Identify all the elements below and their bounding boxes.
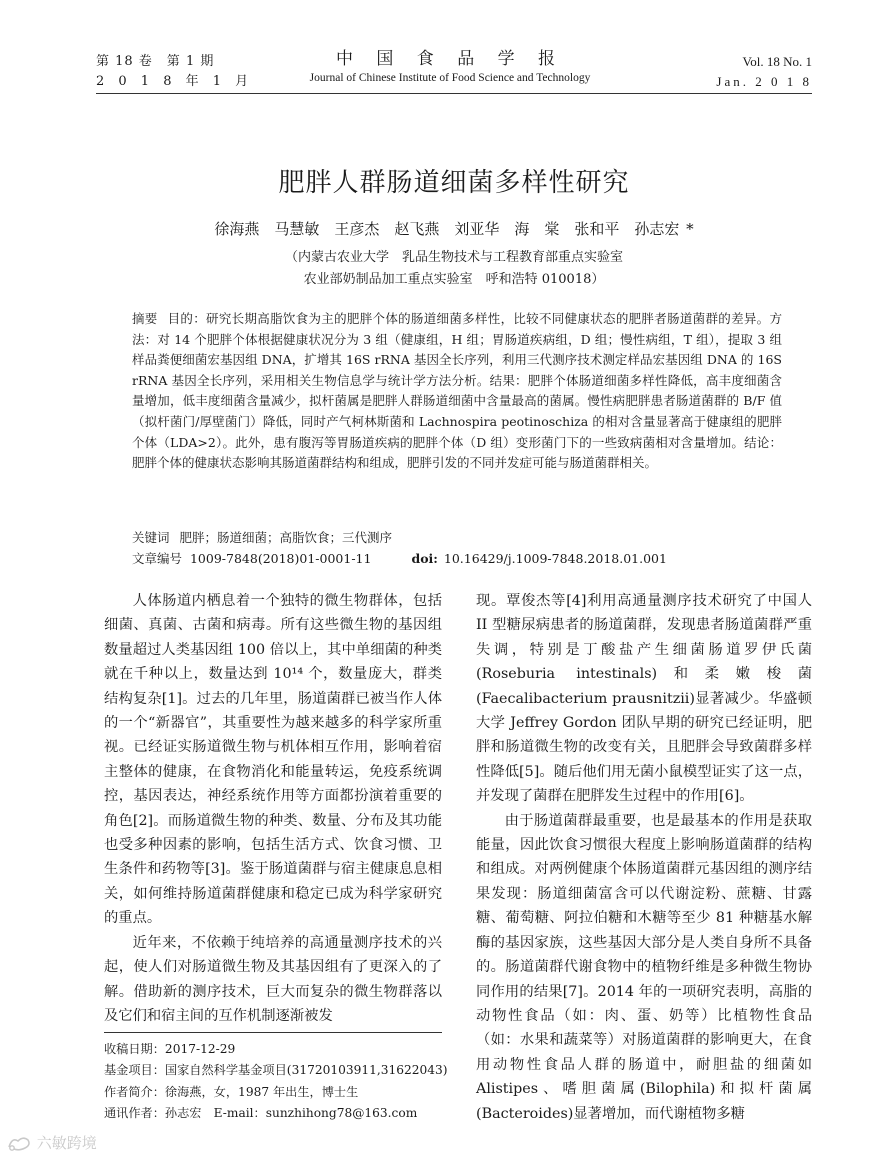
article-title: 肥胖人群肠道细菌多样性研究 — [278, 168, 630, 198]
volume-issue-cn: 第 18 卷 第 1 期 — [96, 54, 215, 69]
journal-name-cn: 中 国 食 品 学 报 — [335, 49, 565, 69]
keywords-label: 关键词 — [132, 530, 170, 545]
volume-issue-en: Vol. 18 No. 1 — [742, 54, 812, 69]
corresponding-author: 通讯作者：孙志宏 E-mail：sunzhihong78@163.com — [104, 1105, 418, 1120]
body-column-left — [104, 589, 442, 1028]
body-column-right — [476, 589, 812, 1126]
abstract-label: 摘要 — [132, 311, 158, 326]
doi-label: doi: — [411, 551, 438, 566]
watermark — [6, 1132, 97, 1153]
paragraph: 近年来，不依赖于纯培养的高通量测序技术的兴起，使人们对肠道微生物及其基因组有了更深入的了解。借助新的测序技术，巨大而复杂的微生物群落以及它们和宿主间的互作机制逐渐被发 — [104, 934, 442, 1024]
abstract-text: 目的：研究长期高脂饮食为主的肥胖个体的肠道细菌多样性，比较不同健康状态的肥胖者肠道菌群的差异。方法：对 14 个肥胖个体根据健康状况分为 3 组（健康组，H 组；胃肠道疾病组，D 组；慢性病组，T 组），提取 3 组样品粪便细菌宏基因组 DNA，扩增其 16S rRNA 基因全长序列，利用三代测序技术测定样品宏基因组 DNA 的 16S rRNA 基因全长序列，采用相关生物信息学与统计学方法分析。结果：肥胖个体肠道细菌多样性降低，高丰度细菌含量增加，低丰度细菌含量减少，拟杆菌属是肥胖人群肠道细菌中含量最高的菌属。慢性病肥胖患者肠道菌群的 B/F 值（拟杆菌门/厚壁菌门）降低，同时产气柯林斯菌和 Lachnospira peotinoschiza 的相对含量显著高于健康组的肥胖个体（LDA>2）。此外，患有腹泻等胃肠道疾病的肥胖个体（D 组）变形菌门下的一些致病菌相对含量增加。结论：肥胖个体的健康状态影响其肠道菌群结构和组成，肥胖引发的不同并发症可能与肠道菌群相关。 — [132, 311, 782, 471]
header-center — [290, 48, 610, 86]
footnote-rule — [104, 1032, 442, 1033]
date-cn: 2 0 1 8 年 1 月 — [96, 74, 254, 89]
affiliation-line-2: 农业部奶制品加工重点实验室 呼和浩特 010018） — [303, 272, 605, 287]
watermark-text: 六敏跨境 — [36, 1134, 97, 1152]
fund-info: 基金项目：国家自然科学基金项目(31720103911,31622043) — [104, 1063, 448, 1078]
journal-name-en: Journal of Chinese Institute of Food Science and Technology — [309, 72, 591, 84]
watermark-logo-icon — [6, 1135, 32, 1153]
article-info — [132, 549, 782, 569]
article-number-label: 文章编号 — [132, 551, 183, 566]
author-bio: 作者简介：徐海燕，女，1987 年出生，博士生 — [104, 1084, 359, 1099]
header-left — [96, 52, 253, 92]
date-en: Jan. 2 0 1 8 — [716, 74, 812, 89]
header-rule — [96, 93, 812, 94]
footnote — [104, 1039, 464, 1124]
paragraph: 由于肠道菌群最重要，也是最基本的作用是获取能量，因此饮食习惯很大程度上影响肠道菌群的结构和组成。对两例健康个体肠道菌群元基因组的测序结果发现：肠道细菌富含可以代谢淀粉、蔗糖、甘露糖、葡萄糖、阿拉伯糖和木糖等至少 81 种糖基水解酶的基因家族，这些基因大部分是人类自身所不具备的。肠道菌群代谢食物中的植物纤维是多种微生物协同作用的结果[7]。2014 年的一项研究表明，高脂的动物性食品（如：肉、蛋、奶等）比植物性食品（如：水果和蔬菜等）对肠道菌群的影响更大，在食用动物性食品人群的肠道中，耐胆盐的细菌如 Alistipes、嗜胆菌属(Bilophila)和拟杆菌属(Bacteroides)显著增加，而代谢植物多糖 — [476, 812, 812, 1122]
paragraph: 人体肠道内栖息着一个独特的微生物群体，包括细菌、真菌、古菌和病毒。所有这些微生物的基因组数量超过人类基因组 100 倍以上，其中单细菌的种类就在千种以上，数量达到 10¹⁴ 个，数量庞大，群类结构复杂[1]。过去的几年里，肠道菌群已被当作人体的一个“新器官”，其重要性为越来越多的科学家所重视。已经证实肠道微生物与机体相互作用，影响着宿主整体的健康，在食物消化和能量转运，免疫系统调控，基因表达，神经系统作用等方面都扮演着重要的角色[2]。而肠道微生物的种类、数量、分布及其功能也受多种因素的影响，包括生活方式、饮食习惯、卫生条件和药物等[3]。鉴于肠道菌群与宿主健康息息相关，如何维持肠道菌群健康和稳定已成为科学家研究的重点。 — [104, 593, 442, 927]
doi-value: 10.16429/j.1009-7848.2018.01.001 — [443, 551, 667, 566]
received-date: 收稿日期：2017-12-29 — [104, 1042, 236, 1056]
author-list: 徐海燕 马慧敏 王彦杰 赵飞燕 刘亚华 海 棠 张和平 孙志宏 * — [214, 220, 694, 238]
keywords — [132, 528, 782, 548]
header-right — [716, 52, 812, 92]
paragraph: 现。覃俊杰等[4]利用高通量测序技术研究了中国人 II 型糖尿病患者的肠道菌群，发现患者肠道菌群严重失调，特别是丁酸盐产生细菌肠道罗伊氏菌(Roseburia intestinals)和柔嫩梭菌(Faecalibacterium prausnitzii)显著减少。华盛顿大学 Jeffrey Gordon 团队早期的研究已经证明，肥胖和肠道微生物的改变有关，且肥胖会导致菌群多样性降低[5]。随后他们用无菌小鼠模型证实了这一点，并发现了菌群在肥胖发生过程中的作用[6]。 — [476, 593, 812, 805]
keywords-text: 肥胖；肠道细菌；高脂饮食；三代测序 — [179, 530, 393, 545]
article-number: 1009-7848(2018)01-0001-11 — [189, 551, 372, 566]
affiliation-line-1: （内蒙古农业大学 乳品生物技术与工程教育部重点实验室 — [284, 250, 623, 265]
abstract — [132, 309, 782, 474]
